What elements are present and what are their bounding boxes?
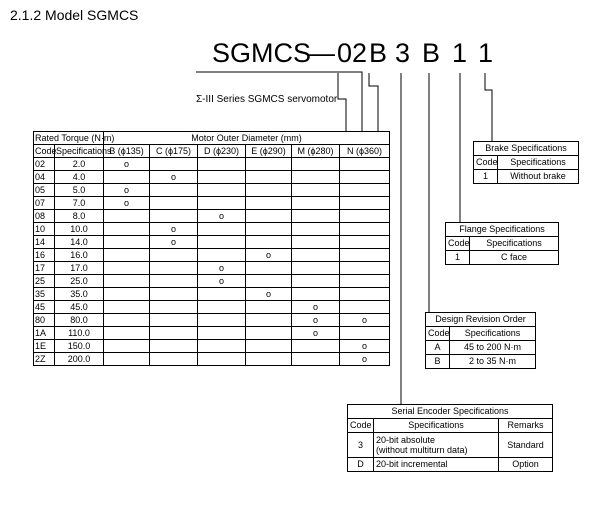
torque-spec: 10.0 [55, 223, 104, 236]
torque-code: 1E [34, 340, 55, 353]
col-header-e: E (ϕ290) [246, 145, 292, 158]
brake-spec: Without brake [498, 170, 579, 184]
table-row [34, 353, 390, 366]
diameter-d-cell [198, 197, 246, 210]
table-row [34, 197, 390, 210]
diameter-d-cell [198, 301, 246, 314]
serial-encoder-table [347, 404, 553, 472]
encoder-title: Serial Encoder Specifications [348, 405, 553, 419]
diameter-c-cell: o [150, 223, 198, 236]
table-row [34, 288, 390, 301]
encoder-code-3: 3 [348, 433, 374, 458]
diameter-e-cell: o [246, 288, 292, 301]
diameter-e-cell [246, 340, 292, 353]
diameter-m-cell [292, 210, 340, 223]
torque-code: 45 [34, 301, 55, 314]
diameter-m-cell [292, 262, 340, 275]
connector-diameter [369, 73, 378, 131]
diameter-e-cell [246, 353, 292, 366]
encoder-spec-3-line2: (without multiturn data) [376, 445, 468, 455]
diameter-b-cell [104, 223, 150, 236]
diameter-b-cell [104, 249, 150, 262]
section-title: 2.1.2 Model SGMCS [10, 7, 139, 23]
diameter-m-cell [292, 184, 340, 197]
torque-code: 05 [34, 184, 55, 197]
torque-spec: 16.0 [55, 249, 104, 262]
diameter-d-cell [198, 353, 246, 366]
diameter-b-cell [104, 314, 150, 327]
torque-code: 2Z [34, 353, 55, 366]
diameter-d-cell [198, 340, 246, 353]
revision-title: Design Revision Order [426, 313, 536, 327]
diameter-header: Motor Outer Diameter (mm) [104, 132, 390, 145]
torque-spec: 25.0 [55, 275, 104, 288]
model-prefix: SGMCS [212, 38, 312, 68]
torque-code: 02 [34, 158, 55, 171]
encoder-spec-3 [374, 433, 499, 458]
col-header-code: Code [35, 146, 57, 156]
torque-diameter-table [33, 131, 390, 366]
diameter-c-cell [150, 340, 198, 353]
flange-spec: C face [470, 251, 559, 265]
torque-code: 25 [34, 275, 55, 288]
torque-code: 04 [34, 171, 55, 184]
diameter-e-cell [246, 275, 292, 288]
encoder-remarks-d: Option [499, 458, 553, 472]
model-code-brake: 1 [478, 38, 494, 68]
brake-code: 1 [474, 170, 498, 184]
diameter-e-cell [246, 223, 292, 236]
diameter-d-cell [198, 288, 246, 301]
diameter-b-cell [104, 210, 150, 223]
revision-col-code: Code [426, 327, 450, 341]
torque-spec: 17.0 [55, 262, 104, 275]
diameter-n-cell [340, 171, 390, 184]
table-row [34, 184, 390, 197]
torque-code: 07 [34, 197, 55, 210]
diameter-c-cell [150, 249, 198, 262]
diameter-e-cell: o [246, 249, 292, 262]
rated-torque-header: Rated Torque (N·m) [35, 133, 115, 143]
table-row [34, 275, 390, 288]
diameter-n-cell: o [340, 314, 390, 327]
diameter-e-cell [246, 158, 292, 171]
col-header-m: M (ϕ280) [292, 145, 340, 158]
diameter-n-cell [340, 223, 390, 236]
diameter-d-cell [198, 314, 246, 327]
encoder-code-d: D [348, 458, 374, 472]
diameter-c-cell [150, 353, 198, 366]
diameter-m-cell: o [292, 301, 340, 314]
diameter-c-cell [150, 327, 198, 340]
connector-brake [485, 73, 492, 141]
diameter-m-cell [292, 223, 340, 236]
encoder-col-remarks: Remarks [499, 419, 553, 433]
diameter-n-cell [340, 249, 390, 262]
diameter-b-cell [104, 236, 150, 249]
table-row [34, 236, 390, 249]
table-row [34, 301, 390, 314]
revision-spec-b: 2 to 35 N·m [450, 355, 536, 369]
diameter-c-cell [150, 184, 198, 197]
table-row [34, 314, 390, 327]
diameter-n-cell [340, 210, 390, 223]
diameter-d-cell [198, 249, 246, 262]
torque-code: 16 [34, 249, 55, 262]
diameter-n-cell: o [340, 353, 390, 366]
torque-spec: 35.0 [55, 288, 104, 301]
diameter-m-cell [292, 197, 340, 210]
diameter-c-cell [150, 288, 198, 301]
flange-col-code: Code [446, 237, 470, 251]
diameter-n-cell: o [340, 340, 390, 353]
diameter-c-cell [150, 314, 198, 327]
torque-code: 1A [34, 327, 55, 340]
diameter-b-cell: o [104, 184, 150, 197]
flange-title: Flange Specifications [446, 223, 559, 237]
diameter-e-cell [246, 184, 292, 197]
diameter-d-cell [198, 223, 246, 236]
diameter-e-cell [246, 210, 292, 223]
diameter-m-cell [292, 249, 340, 262]
flange-code: 1 [446, 251, 470, 265]
encoder-remarks-3: Standard [499, 433, 553, 458]
model-dash: — [308, 38, 335, 68]
torque-spec: 7.0 [55, 197, 104, 210]
diameter-e-cell [246, 197, 292, 210]
table-row [34, 327, 390, 340]
diameter-n-cell [340, 327, 390, 340]
diameter-b-cell [104, 275, 150, 288]
diameter-b-cell [104, 327, 150, 340]
diameter-b-cell [104, 353, 150, 366]
diameter-c-cell [150, 158, 198, 171]
model-code-diameter: B [369, 38, 388, 68]
diameter-b-cell [104, 340, 150, 353]
diameter-c-cell [150, 210, 198, 223]
brake-table [473, 141, 579, 184]
diameter-n-cell [340, 275, 390, 288]
torque-spec: 2.0 [55, 158, 104, 171]
flange-table [445, 222, 559, 265]
diameter-d-cell: o [198, 210, 246, 223]
table-row [34, 158, 390, 171]
diameter-m-cell [292, 288, 340, 301]
diameter-b-cell [104, 301, 150, 314]
diameter-n-cell [340, 158, 390, 171]
connector-torque [338, 73, 346, 131]
diameter-d-cell [198, 236, 246, 249]
brake-col-spec: Specifications [498, 156, 579, 170]
torque-spec: 200.0 [55, 353, 104, 366]
diameter-e-cell [246, 301, 292, 314]
model-code-revision: B [422, 38, 441, 68]
diameter-c-cell: o [150, 236, 198, 249]
diameter-b-cell: o [104, 158, 150, 171]
diameter-c-cell [150, 262, 198, 275]
model-code-torque: 02 [337, 38, 368, 68]
diameter-b-cell [104, 288, 150, 301]
col-header-c: C (ϕ175) [150, 145, 198, 158]
torque-code: 10 [34, 223, 55, 236]
revision-code-b: B [426, 355, 450, 369]
diameter-e-cell [246, 314, 292, 327]
diameter-e-cell [246, 171, 292, 184]
diameter-n-cell [340, 301, 390, 314]
brake-title: Brake Specifications [474, 142, 579, 156]
torque-spec: 4.0 [55, 171, 104, 184]
diameter-c-cell [150, 275, 198, 288]
diameter-d-cell: o [198, 275, 246, 288]
diameter-m-cell [292, 171, 340, 184]
torque-spec: 110.0 [55, 327, 104, 340]
diameter-n-cell [340, 262, 390, 275]
diameter-m-cell [292, 275, 340, 288]
diameter-n-cell [340, 184, 390, 197]
design-revision-table [425, 312, 536, 369]
model-code-flange: 1 [452, 38, 468, 68]
diameter-e-cell [246, 236, 292, 249]
diameter-e-cell [246, 262, 292, 275]
table-row [34, 262, 390, 275]
col-header-spec: Specifications [56, 146, 112, 156]
diameter-n-cell [340, 288, 390, 301]
torque-code: 35 [34, 288, 55, 301]
torque-spec: 14.0 [55, 236, 104, 249]
brake-col-code: Code [474, 156, 498, 170]
diameter-m-cell: o [292, 314, 340, 327]
model-code-encoder: 3 [395, 38, 411, 68]
diameter-d-cell [198, 171, 246, 184]
col-header-b: B (ϕ135) [104, 145, 150, 158]
revision-spec-a: 45 to 200 N·m [450, 341, 536, 355]
diameter-b-cell [104, 262, 150, 275]
diameter-n-cell [340, 236, 390, 249]
torque-spec: 5.0 [55, 184, 104, 197]
torque-spec: 150.0 [55, 340, 104, 353]
revision-code-a: A [426, 341, 450, 355]
torque-code: 08 [34, 210, 55, 223]
encoder-spec-d: 20-bit incremental [374, 458, 499, 472]
col-header-n: N (ϕ360) [340, 145, 390, 158]
diameter-m-cell [292, 353, 340, 366]
diameter-e-cell [246, 327, 292, 340]
diameter-d-cell: o [198, 262, 246, 275]
encoder-col-spec: Specifications [374, 419, 499, 433]
diameter-c-cell [150, 197, 198, 210]
torque-spec: 45.0 [55, 301, 104, 314]
torque-spec: 80.0 [55, 314, 104, 327]
connector-series [196, 72, 362, 131]
torque-code: 17 [34, 262, 55, 275]
diameter-m-cell [292, 340, 340, 353]
diameter-b-cell: o [104, 197, 150, 210]
torque-code: 80 [34, 314, 55, 327]
table-row [34, 171, 390, 184]
revision-col-spec: Specifications [450, 327, 536, 341]
diameter-m-cell [292, 236, 340, 249]
diameter-d-cell [198, 158, 246, 171]
flange-col-spec: Specifications [470, 237, 559, 251]
diameter-c-cell [150, 301, 198, 314]
table-row [34, 249, 390, 262]
diameter-m-cell: o [292, 327, 340, 340]
table-row [34, 223, 390, 236]
diameter-c-cell: o [150, 171, 198, 184]
diameter-d-cell [198, 327, 246, 340]
diameter-d-cell [198, 184, 246, 197]
torque-code: 14 [34, 236, 55, 249]
diameter-n-cell [340, 197, 390, 210]
table-row [34, 340, 390, 353]
encoder-col-code: Code [348, 419, 374, 433]
series-label: Σ-III Series SGMCS servomotor [196, 94, 338, 105]
col-header-d: D (ϕ230) [198, 145, 246, 158]
diameter-b-cell [104, 171, 150, 184]
table-row [34, 210, 390, 223]
torque-spec: 8.0 [55, 210, 104, 223]
encoder-spec-3-line1: 20-bit absolute [376, 435, 436, 445]
diameter-m-cell [292, 158, 340, 171]
